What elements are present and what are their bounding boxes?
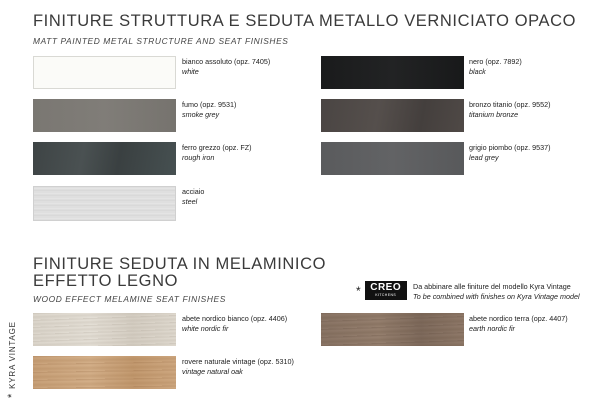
wood-section-title-line2: EFFETTO LEGNO	[33, 272, 179, 290]
label-white-it: bianco assoluto (opz. 7405)	[182, 57, 271, 66]
swatch-titanium-bronze	[321, 99, 464, 132]
kyra-vintage-vertical-note	[6, 321, 18, 398]
label-lead-grey-it: grigio piombo (opz. 9537)	[469, 143, 551, 152]
asterisk-icon: *	[6, 392, 18, 398]
label-rough-iron-it: ferro grezzo (opz. FZ)	[182, 143, 252, 152]
creo-logo-sub: KITCHENS	[375, 293, 397, 298]
swatch-white	[33, 56, 176, 89]
swatch-rough-iron	[33, 142, 176, 175]
swatch-lead-grey	[321, 142, 464, 175]
label-earth-nordic-fir-en: earth nordic fir	[469, 323, 515, 333]
label-white	[182, 57, 270, 76]
label-white-nordic-fir-en: white nordic fir	[182, 323, 229, 333]
creo-logo	[365, 281, 407, 300]
label-smoke-grey	[182, 100, 236, 119]
creo-note-text	[413, 282, 580, 301]
label-rough-iron-en: rough iron	[182, 152, 215, 162]
creo-note-it: Da abbinare alle finiture del modello Kyra Vintage	[413, 282, 571, 291]
label-vintage-natural-oak	[182, 357, 294, 376]
creo-logo-main: CREO	[370, 282, 402, 294]
label-steel-en: steel	[182, 196, 198, 206]
label-white-nordic-fir-it: abete nordico bianco (opz. 4406)	[182, 314, 288, 323]
label-lead-grey	[469, 143, 551, 162]
swatch-black	[321, 56, 464, 89]
creo-note	[356, 281, 407, 300]
label-white-nordic-fir	[182, 314, 287, 333]
label-steel-it: acciaio	[182, 187, 205, 196]
label-rough-iron	[182, 143, 252, 162]
metal-section-subtitle: MATT PAINTED METAL STRUCTURE AND SEAT FINISHES	[33, 36, 289, 46]
label-earth-nordic-fir-it: abete nordico terra (opz. 4407)	[469, 314, 568, 323]
label-black-en: black	[469, 66, 486, 76]
label-vintage-natural-oak-it: rovere naturale vintage (opz. 5310)	[182, 357, 294, 366]
label-vintage-natural-oak-en: vintage natural oak	[182, 366, 243, 376]
creo-note-en: To be combined with finishes on Kyra Vintage model	[413, 291, 580, 301]
label-black	[469, 57, 522, 76]
wood-section-title-line1: FINITURE SEDUTA IN MELAMINICO	[33, 255, 327, 273]
swatch-white-nordic-fir	[33, 313, 176, 346]
kyra-vintage-text: KYRA VINTAGE	[8, 321, 17, 389]
swatch-steel	[33, 186, 176, 221]
metal-section-title: FINITURE STRUTTURA E SEDUTA METALLO VERNICIATO OPACO	[33, 12, 577, 30]
swatch-smoke-grey	[33, 99, 176, 132]
label-smoke-grey-it: fumo (opz. 9531)	[182, 100, 237, 109]
asterisk-icon: *	[356, 283, 361, 298]
label-lead-grey-en: lead grey	[469, 152, 499, 162]
label-titanium-bronze-it: bronzo titanio (opz. 9552)	[469, 100, 551, 109]
label-titanium-bronze-en: titanium bronze	[469, 109, 519, 119]
label-steel	[182, 187, 204, 206]
label-titanium-bronze	[469, 100, 551, 119]
swatch-vintage-natural-oak	[33, 356, 176, 389]
label-earth-nordic-fir	[469, 314, 568, 333]
swatch-earth-nordic-fir	[321, 313, 464, 346]
label-smoke-grey-en: smoke grey	[182, 109, 220, 119]
wood-section-subtitle: WOOD EFFECT MELAMINE SEAT FINISHES	[33, 294, 226, 304]
label-white-en: white	[182, 66, 199, 76]
label-black-it: nero (opz. 7892)	[469, 57, 522, 66]
